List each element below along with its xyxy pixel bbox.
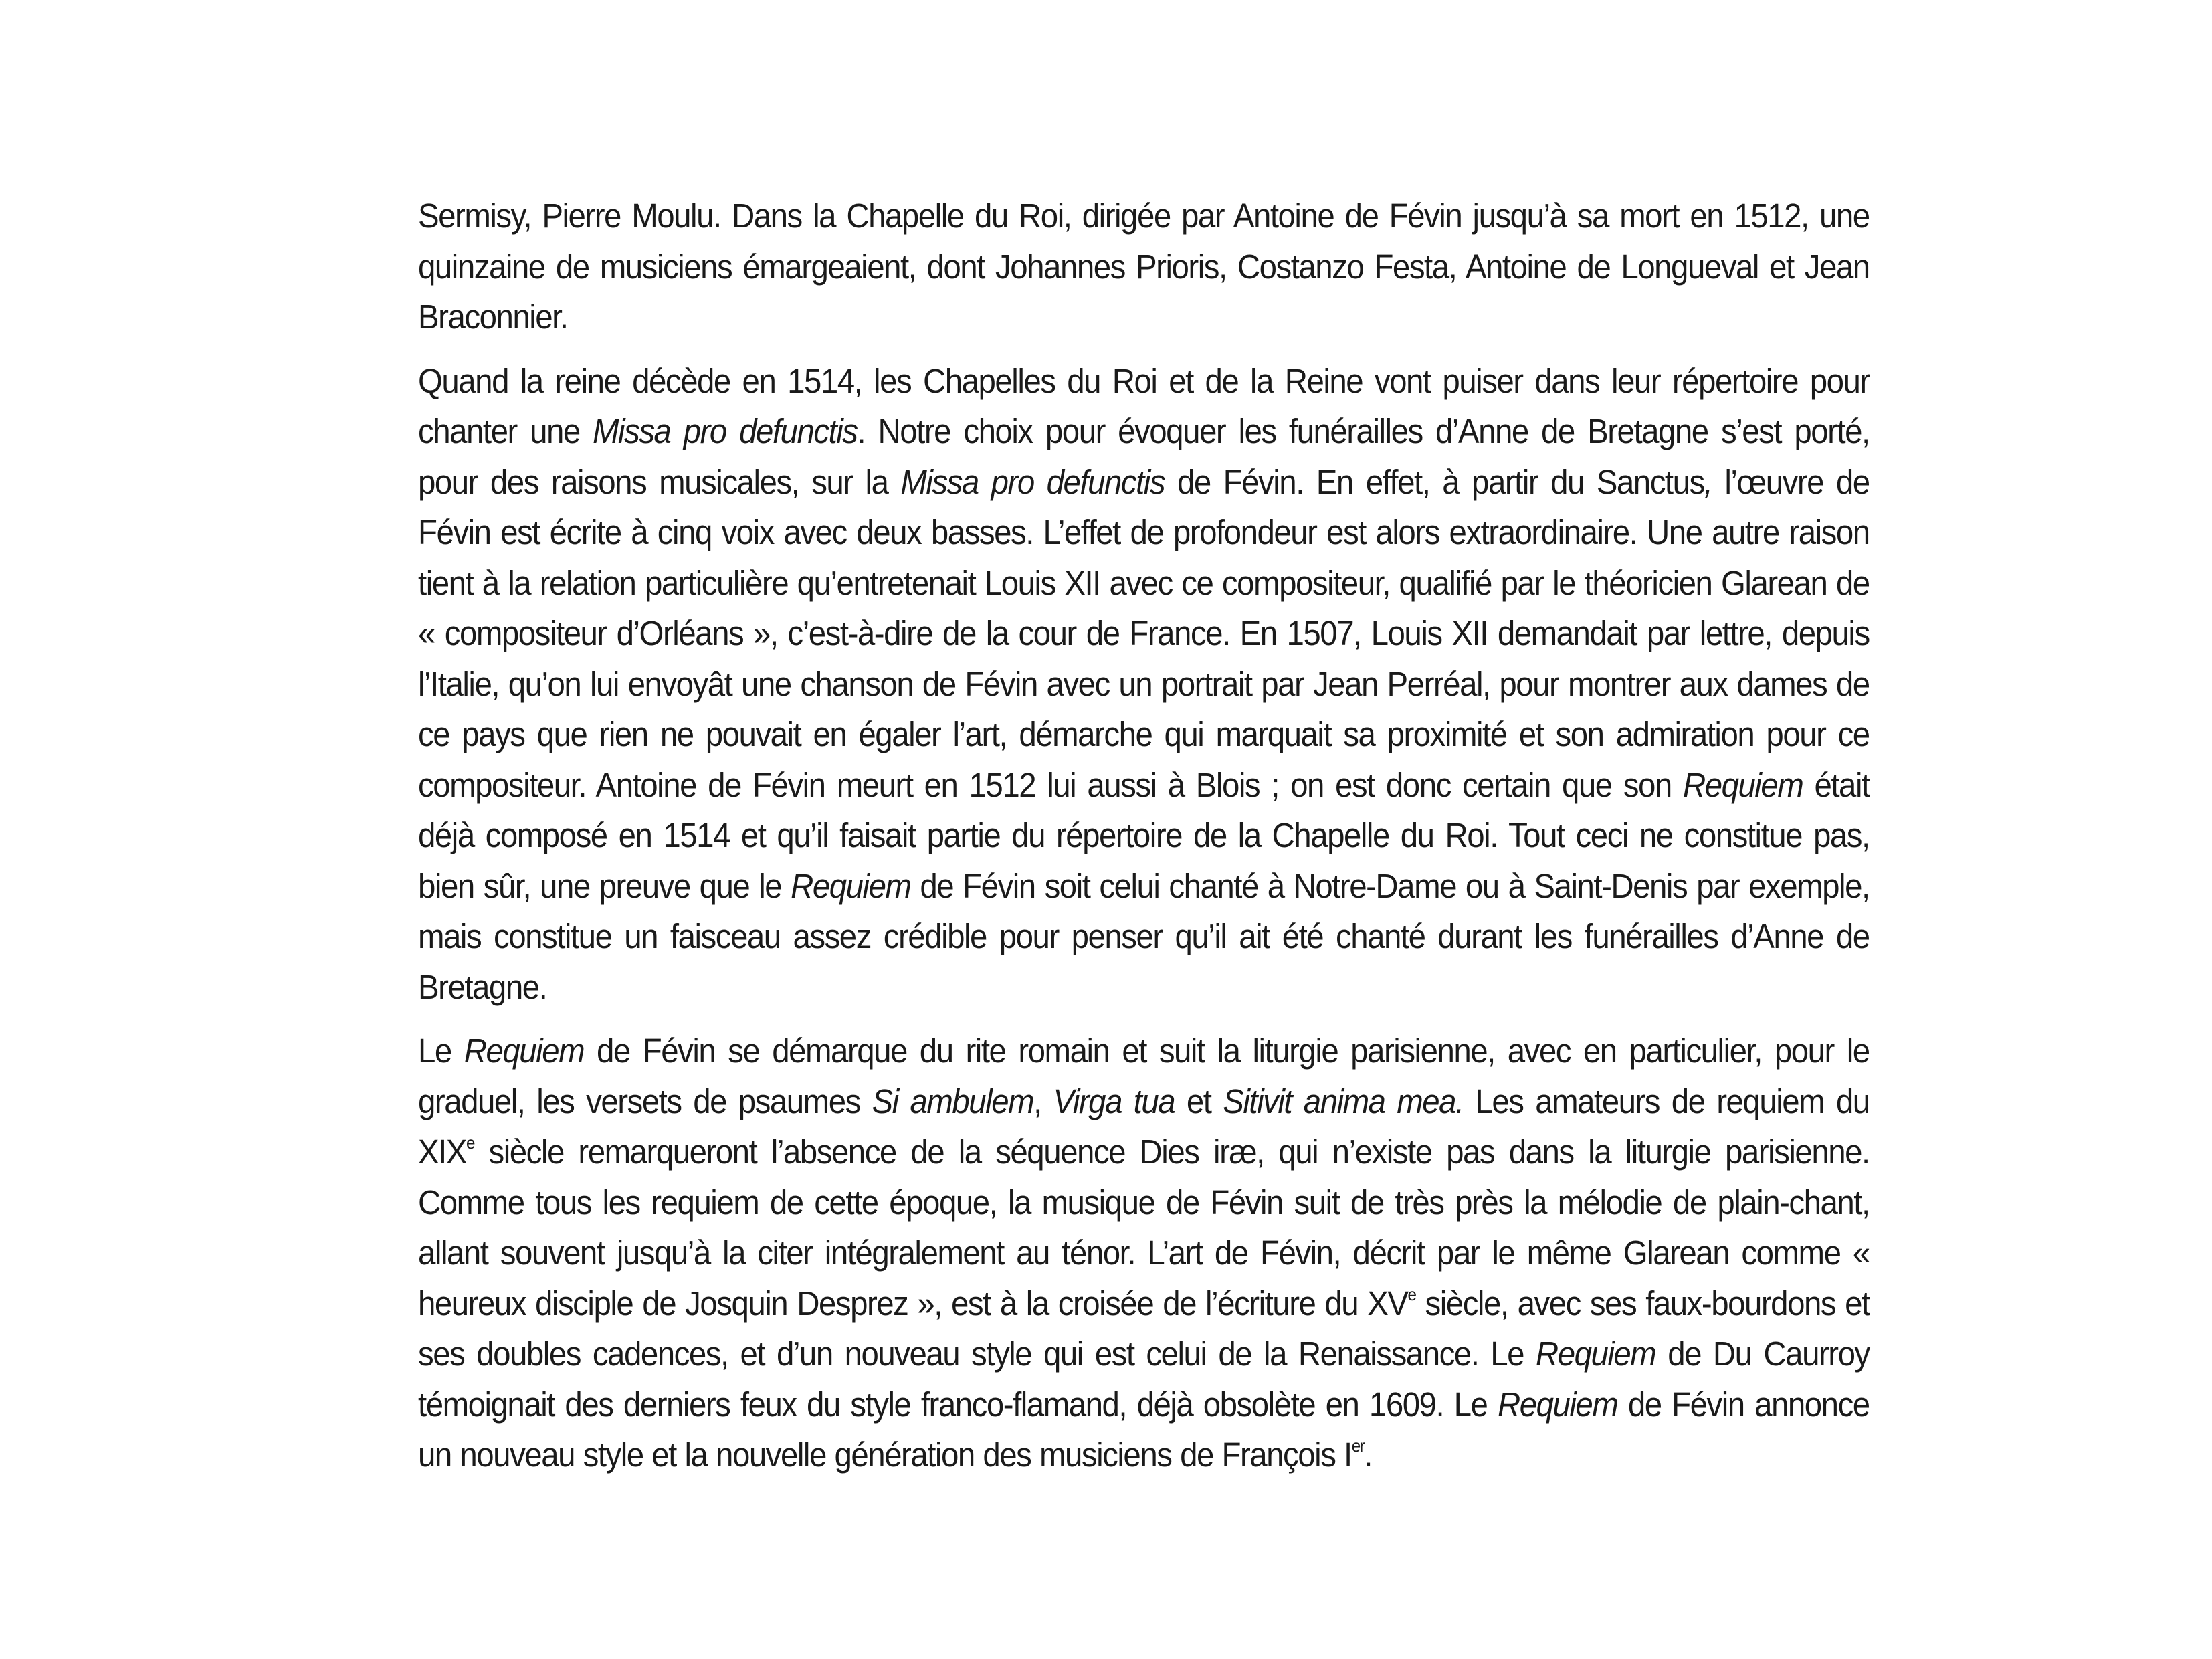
italic-text: Requiem (464, 1032, 585, 1070)
body-text: siècle remarqueront l’absence de la séquence Dies iræ, qui n’existe pas dans la liturgie parisienne. Comme tous les requiem de cette époque, la musique de Févin suit de très près la mélodie de plain-chant, allant souvent jusqu’à la citer intégralement au ténor. L’art de Févin, décrit par le même Glarean comme « heureux disciple de Josquin Desprez », est à la croisée de l’écriture du XV (418, 1133, 1870, 1323)
italic-text: Sitivit anima mea. (1223, 1082, 1464, 1120)
body-text: Sermisy, Pierre Moulu. Dans la Chapelle du Roi, dirigée par Antoine de Févin jusqu’à sa mort en 1512, une quinzaine de musiciens émargeaient, dont Johannes Prioris, Costanzo Festa, Antoine de Longueval et Jean Braconnier. (418, 197, 1870, 336)
body-text: , (1033, 1082, 1053, 1120)
body-text: siècle, avec ses faux-bourdons et ses doubles cadences, et d’un nouveau style qui est celui de la Renaissance. Le (418, 1284, 1870, 1373)
italic-text: Requiem (1535, 1335, 1656, 1373)
paragraph-3 (418, 1026, 1870, 1480)
superscript-text: e (1407, 1284, 1416, 1304)
italic-text: Si ambulem (872, 1082, 1034, 1120)
body-text: était déjà composé en 1514 et qu’il faisait partie du répertoire de la Chapelle du Roi. Tout ceci ne constitue pas, bien sûr, une preuve que le (418, 765, 1870, 905)
paragraph-2 (418, 356, 1870, 1013)
document-body (418, 191, 1870, 1494)
italic-text: Virga tua (1053, 1082, 1175, 1120)
body-text: . (1364, 1436, 1372, 1474)
body-text: de Févin annonce un nouveau style et la nouvelle génération des musiciens de François I (418, 1385, 1870, 1474)
body-text: Les amateurs de requiem du XIX (418, 1082, 1870, 1171)
body-text: de Févin soit celui chanté à Notre-Dame ou à Saint-Denis par exemple, mais constitue un faisceau assez crédible pour penser qu’il ait été chanté durant les funérailles d’Anne de Bretagne. (418, 866, 1870, 1006)
italic-text: , (1704, 462, 1712, 501)
italic-text: Missa pro defunctis (593, 412, 858, 450)
body-text: Le (418, 1032, 464, 1070)
body-text: et (1175, 1082, 1223, 1120)
paragraph-1 (418, 191, 1870, 343)
superscript-text: e (466, 1133, 474, 1153)
superscript-text: er (1351, 1436, 1365, 1456)
body-text: de Du Caurroy témoignait des derniers feux du style franco-flamand, déjà obsolète en 1609. Le (418, 1335, 1870, 1424)
italic-text: Missa pro defunctis (900, 462, 1165, 501)
body-text: . Notre choix pour évoquer les funérailles d’Anne de Bretagne s’est porté, pour des raisons musicales, sur la (418, 412, 1870, 501)
body-text: de Févin. En effet, à partir du Sanctus (1165, 462, 1704, 501)
italic-text: Requiem (791, 866, 911, 905)
body-text: l’œuvre de Févin est écrite à cinq voix avec deux basses. L’effet de profondeur est alors extraordinaire. Une autre raison tient à la relation particulière qu’entretenait Louis XII avec ce compositeur, qualifié par le théoricien Glarean de « compositeur d’Orléans », c’est-à-dire de la cour de France. En 1507, Louis XII demandait par lettre, depuis l’Italie, qu’on lui envoyât une chanson de Févin avec un portrait par Jean Perréal, pour montrer aux dames de ce pays que rien ne pouvait en égaler l’art, démarche qui marquait sa proximité et son admiration pour ce compositeur. Antoine de Févin meurt en 1512 lui aussi à Blois ; on est donc certain que son (418, 462, 1870, 804)
body-text: Quand la reine décède en 1514, les Chapelles du Roi et de la Reine vont puiser dans leur répertoire pour chanter une (418, 361, 1870, 450)
italic-text: Requiem (1682, 765, 1803, 804)
body-text: de Févin se démarque du rite romain et suit la liturgie parisienne, avec en particulier, pour le graduel, les versets de psaumes (418, 1032, 1870, 1120)
italic-text: Requiem (1497, 1385, 1618, 1424)
